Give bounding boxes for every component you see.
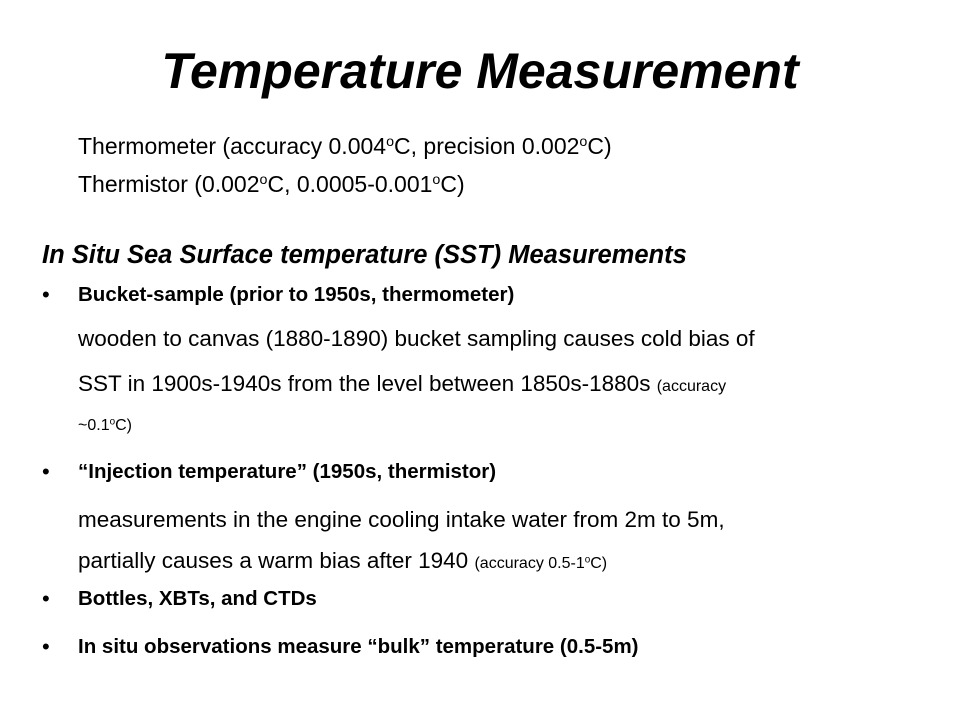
- bullet-bottles-xbts-ctds: Bottles, XBTs, and CTDs: [78, 587, 317, 610]
- bullet-marker: •: [42, 586, 50, 611]
- section-heading: In Situ Sea Surface temperature (SST) Measurements: [42, 241, 687, 269]
- thermometer-spec: [78, 131, 612, 161]
- detail-text: SST in 1900s-1940s from the level between 1850s-1880s: [78, 371, 651, 396]
- accuracy-note-text: C): [590, 555, 608, 572]
- accuracy-note: [474, 555, 607, 572]
- bullet-bulk-temperature: In situ observations measure “bulk” temperature (0.5-5m): [78, 635, 639, 658]
- spec-text: C): [440, 171, 465, 197]
- thermistor-spec: [78, 169, 465, 199]
- bullet-marker: •: [42, 459, 50, 484]
- spec-text: C): [587, 133, 612, 159]
- injection-detail-line: measurements in the engine cooling intake water from 2m to 5m,: [78, 507, 725, 532]
- degree-superscript: o: [584, 554, 591, 566]
- spec-text: C, 0.0005-0.001: [267, 171, 433, 197]
- degree-superscript: o: [386, 134, 395, 151]
- bullet-bucket-sample: Bucket-sample (prior to 1950s, thermometer): [78, 283, 515, 306]
- degree-superscript: o: [259, 172, 268, 189]
- spec-text: C, precision 0.002: [394, 133, 580, 159]
- degree-superscript: o: [109, 416, 116, 428]
- accuracy-note: (accuracy: [656, 378, 727, 395]
- spec-text: Thermistor (0.002: [78, 171, 260, 197]
- accuracy-note-text: (accuracy 0.5-1: [474, 555, 585, 572]
- bullet-injection-temperature: “Injection temperature” (1950s, thermistor): [78, 460, 497, 483]
- bucket-accuracy-value: [78, 411, 132, 441]
- detail-text: partially causes a warm bias after 1940: [78, 548, 469, 573]
- degree-superscript: o: [432, 172, 441, 189]
- accuracy-note: ~0.1: [78, 417, 110, 434]
- slide-title: Temperature Measurement: [161, 43, 799, 99]
- bullet-marker: •: [42, 282, 50, 307]
- injection-detail-line: [78, 546, 607, 579]
- accuracy-note: C): [115, 417, 132, 434]
- bucket-detail-line: wooden to canvas (1880-1890) bucket sampling causes cold bias of: [78, 326, 755, 351]
- spec-text: Thermometer (accuracy 0.004: [78, 133, 387, 159]
- degree-superscript: o: [579, 134, 588, 151]
- bullet-marker: •: [42, 634, 50, 659]
- bucket-detail-line: [78, 369, 726, 402]
